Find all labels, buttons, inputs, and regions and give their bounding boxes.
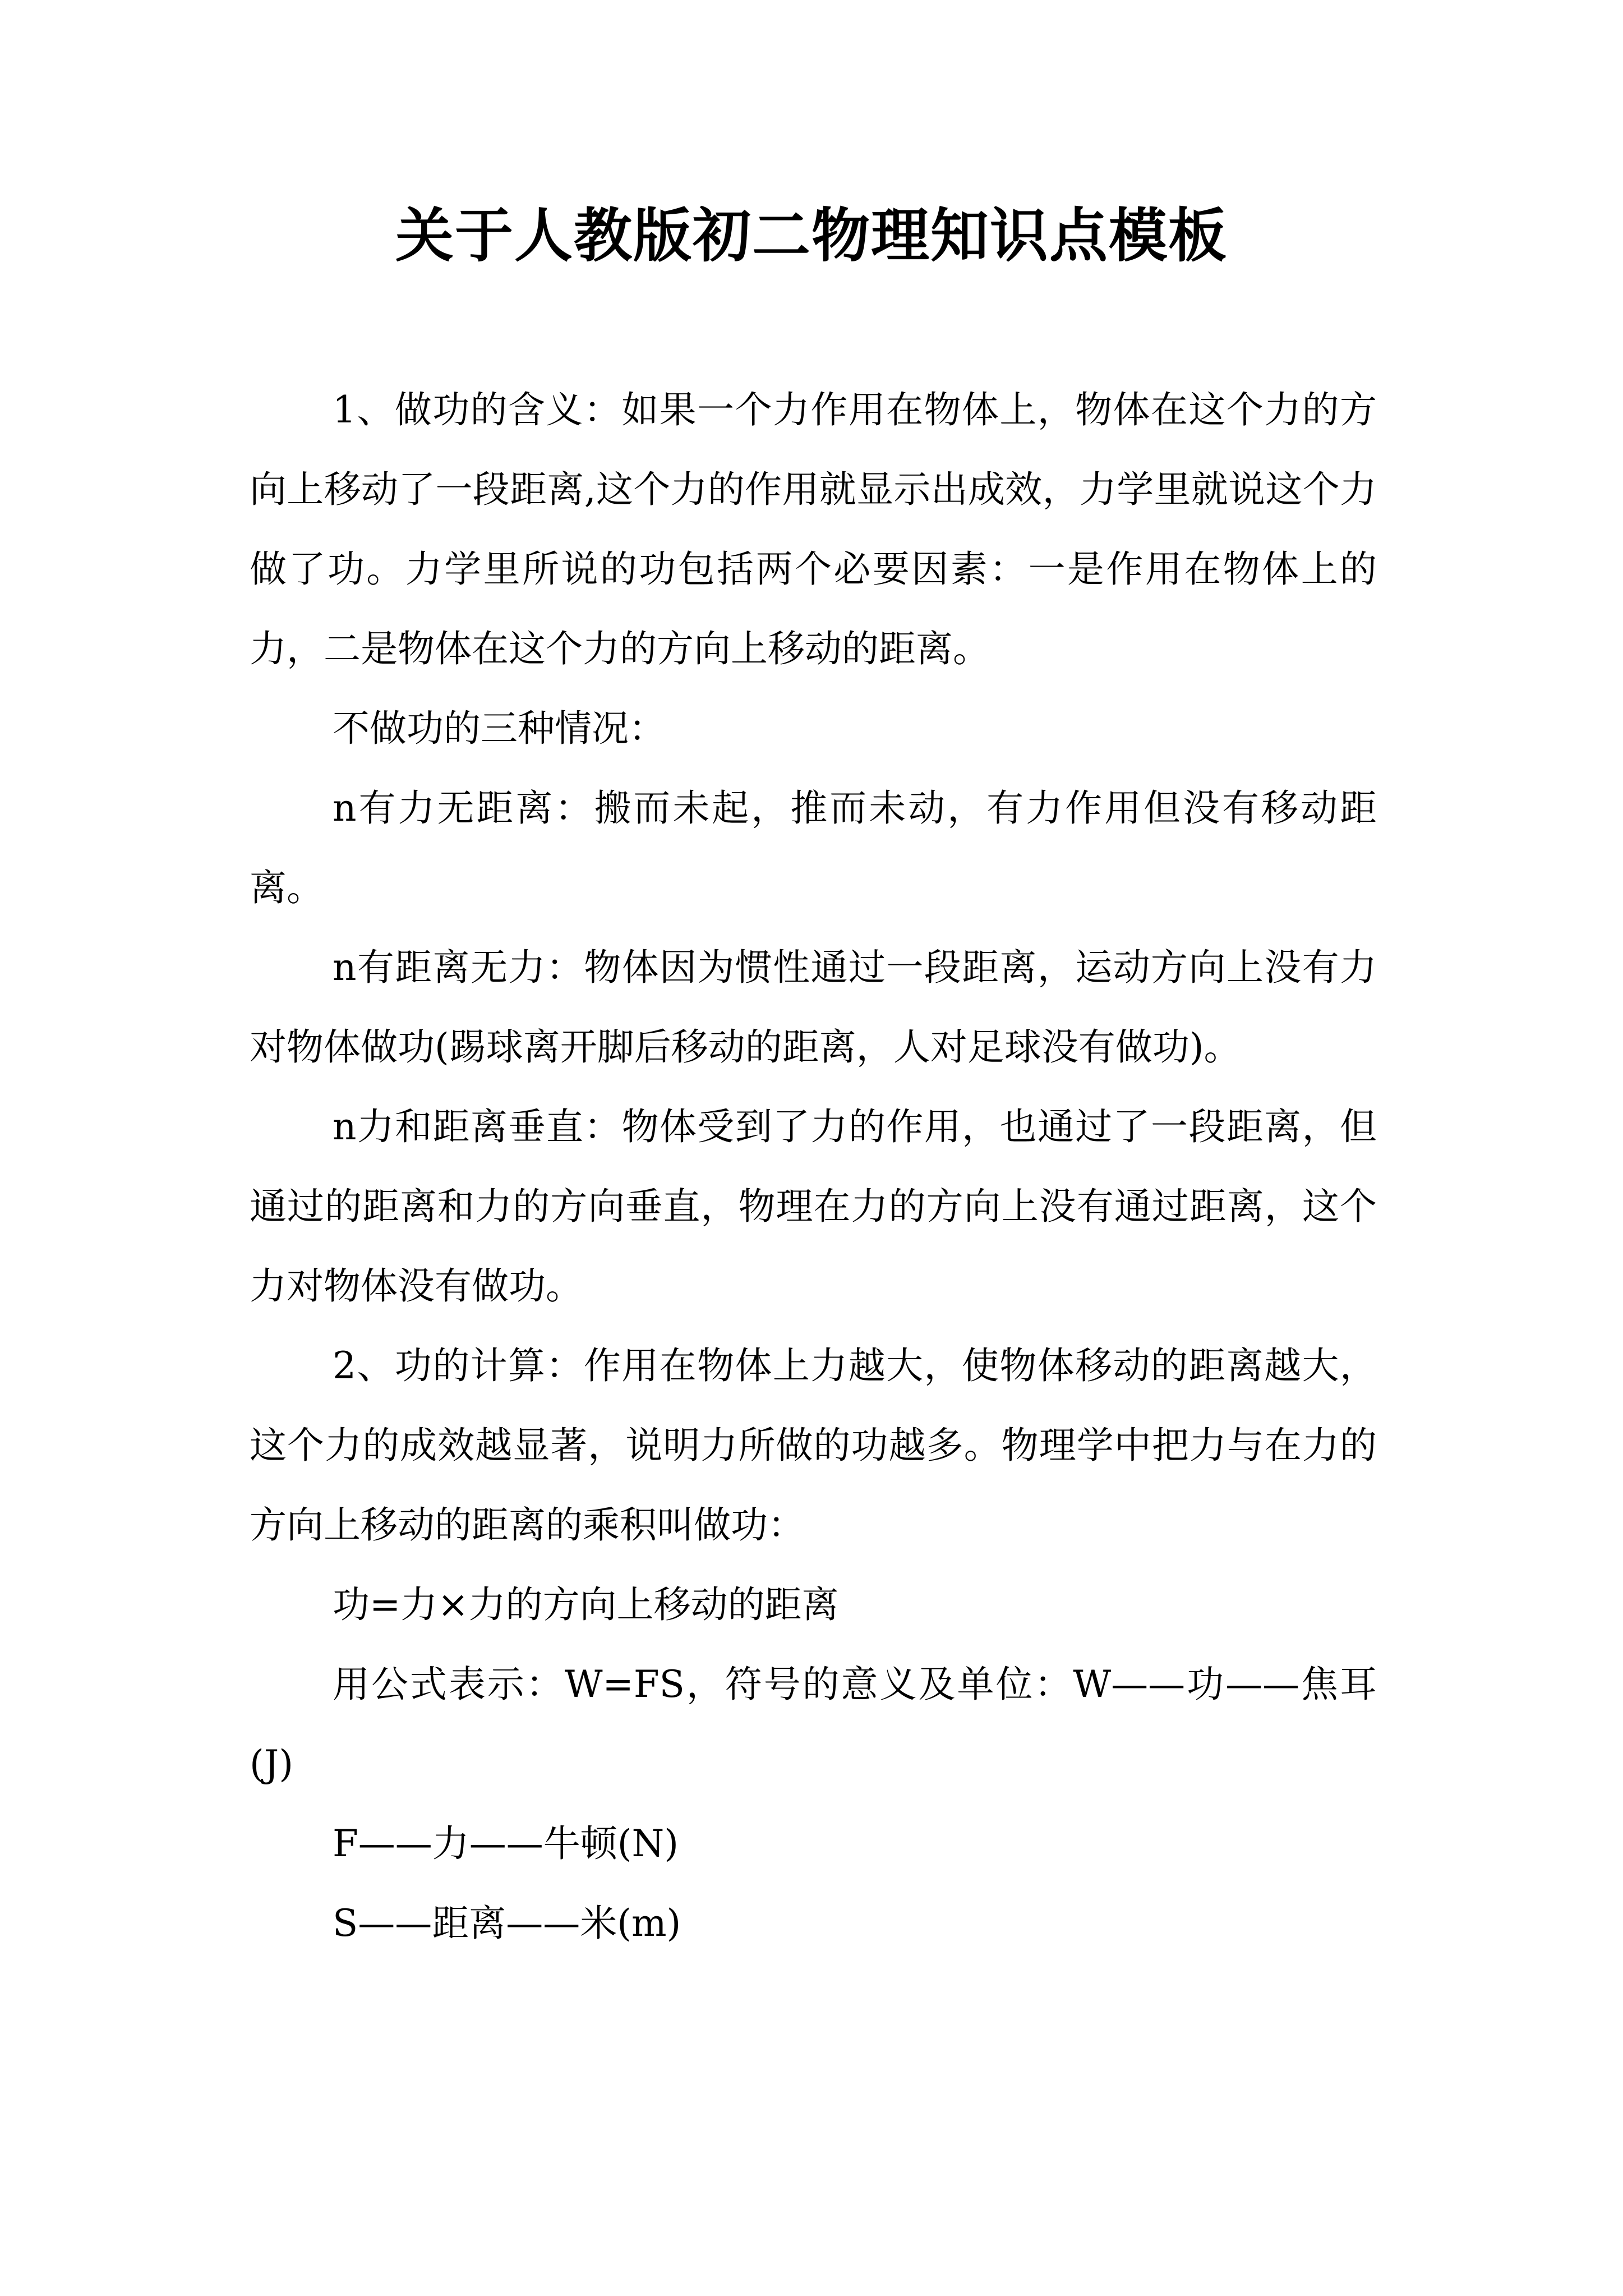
- paragraph-force-no-distance: n有力无距离：搬而未起，推而未动，有力作用但没有移动距离。: [250, 786, 1377, 909]
- paragraph-distance-no-force: n有距离无力：物体因为惯性通过一段距离，运动方向上没有力对物体做功(踢球离开脚后移动的距离，人对足球没有做功)。: [250, 946, 1377, 1069]
- paragraph-work-formula-words: 功=力×力的方向上移动的距离: [333, 1583, 839, 1626]
- paragraph-work-definition: 1、做功的含义：如果一个力作用在物体上，物体在这个力的方向上移动了一段距离,这个力的作用就显示出成效，力学里就说这个力做了功。力学里所说的功包括两个必要因素：一是作用在物体上的力，二是物体在这个力的方向上移动的距离。: [250, 388, 1377, 670]
- paragraph-work-calculation: 2、功的计算：作用在物体上力越大，使物体移动的距离越大，这个力的成效越显著，说明力所做的功越多。物理学中把力与在力的方向上移动的距离的乘积叫做功：: [250, 1344, 1377, 1547]
- paragraph-distance-unit: S——距离——米(m): [333, 1902, 681, 1945]
- paragraph-force-unit: F——力——牛顿(N): [333, 1822, 679, 1865]
- paragraph-force-perpendicular: n力和距离垂直：物体受到了力的作用，也通过了一段距离，但通过的距离和力的方向垂直，物理在力的方向上没有通过距离，这个力对物体没有做功。: [250, 1105, 1377, 1308]
- document-body: [250, 370, 1377, 1963]
- paragraph-no-work-heading: 不做功的三种情况：: [333, 707, 666, 750]
- document-title: 关于人教版初二物理知识点模板: [395, 201, 1228, 270]
- paragraph-formula-symbols: 用公式表示：W=FS，符号的意义及单位：W——功——焦耳(J): [250, 1663, 1377, 1786]
